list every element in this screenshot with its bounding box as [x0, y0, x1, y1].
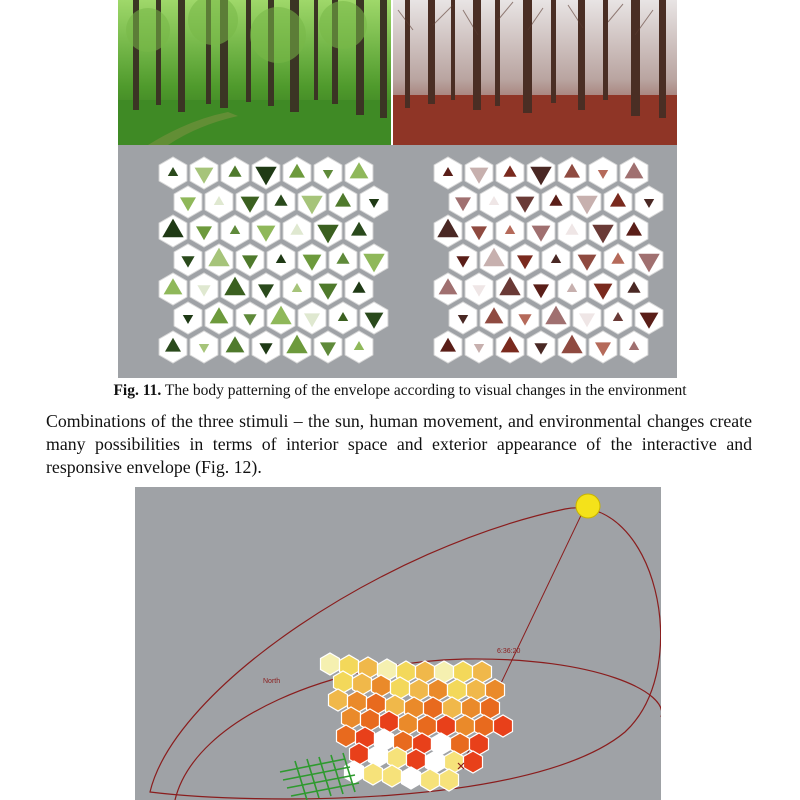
envelope-cell — [329, 689, 348, 711]
sun — [576, 494, 600, 518]
spring-forest-photo — [118, 0, 391, 145]
caption-text: The body patterning of the envelope according to visual changes in the environment — [161, 382, 687, 399]
time-label: 6:36:20 — [497, 648, 521, 655]
envelope-cell — [364, 763, 383, 785]
sun-path-simulation — [135, 487, 661, 800]
envelope-cell — [464, 751, 483, 773]
autumn-forest-photo — [393, 0, 677, 145]
envelope-cell — [402, 767, 421, 789]
envelope-pattern-panel — [118, 145, 677, 378]
envelope-cell — [440, 769, 459, 791]
green-pattern-grid — [159, 157, 388, 363]
caption-label: Fig. 11. — [113, 382, 162, 399]
body-paragraph: Combinations of the three stimuli – the sun, human movement, and environmental changes create many possibilities in terms of interior space and exterior appearance of the interactive and responsive envelope (Fig. 12). — [46, 411, 752, 477]
envelope-cell — [337, 725, 356, 747]
envelope-cell — [494, 715, 513, 737]
figure-caption — [0, 382, 800, 400]
north-label: North — [263, 678, 281, 685]
envelope-cell — [321, 653, 340, 675]
envelope-cell — [421, 769, 440, 791]
red-pattern-grid — [434, 157, 663, 363]
envelope-cell — [383, 765, 402, 787]
envelope-cell — [345, 761, 364, 783]
